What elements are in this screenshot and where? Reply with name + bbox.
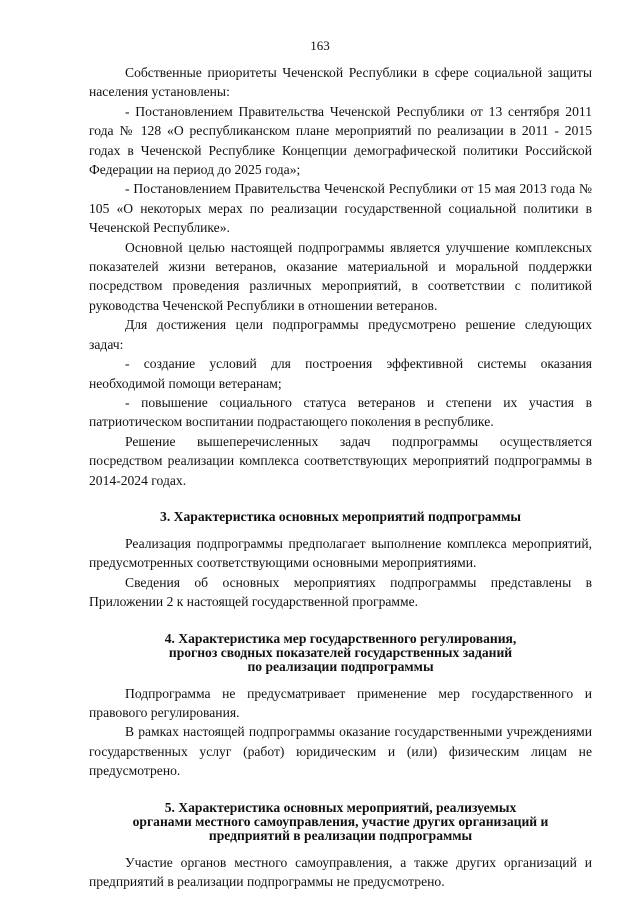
section-5-heading bbox=[89, 801, 592, 843]
implementation-paragraph: Решение вышеперечисленных задач подпрограммы осуществляется посредством реализации комплекса соответствующих мероприятий подпрограммы в 2014-2024 годах. bbox=[89, 433, 592, 488]
section-4-heading bbox=[89, 632, 592, 674]
section-5-heading-line: 5. Характеристика основных мероприятий, реализуемых bbox=[164, 799, 517, 815]
tasks-intro-paragraph: Для достижения цели подпрограммы предусмотрено решение следующих задач: bbox=[89, 317, 592, 352]
section-4-heading-line: по реализации подпрограммы bbox=[247, 658, 434, 674]
section-3-heading bbox=[89, 510, 592, 524]
section-3-paragraph: Реализация подпрограммы предполагает выполнение комплекса мероприятий, предусмотренных соответствующими основными мероприятиями. bbox=[89, 535, 592, 571]
page-number: 163 bbox=[310, 38, 330, 53]
section-4-paragraph: В рамках настоящей подпрограммы оказание государственными учреждениями государственных услуг (работ) юридическим и (или) физическим лицам не предусмотрено. bbox=[89, 724, 592, 779]
task-item: - создание условий для построения эффективной системы оказания необходимой помощи ветеранам; bbox=[89, 356, 592, 391]
task-item: - повышение социального статуса ветеранов и степени их участия в патриотическом воспитании подрастающего поколения в республике. bbox=[89, 394, 592, 430]
intro-paragraph: Собственные приоритеты Чеченской Республики в сфере социальной защиты населения установлены: bbox=[89, 65, 592, 100]
section-3-heading-text: 3. Характеристика основных мероприятий подпрограммы bbox=[160, 508, 521, 524]
section-3-paragraph: Сведения об основных мероприятиях подпрограммы представлены в Приложении 2 к настоящей государственной программе. bbox=[89, 574, 592, 610]
document-body bbox=[89, 63, 592, 891]
section-4-heading-line: прогноз сводных показателей государственных заданий bbox=[168, 644, 513, 660]
section-4-paragraph: Подпрограмма не предусматривает применение мер государственного и правового регулирования. bbox=[89, 685, 592, 720]
section-5-paragraph: Участие органов местного самоуправления, а также других организаций и предприятий в реализации подпрограммы не предусмотрено. bbox=[89, 854, 592, 889]
priority-decree-item: - Постановлением Правительства Чеченской Республики от 15 мая 2013 года № 105 «О некоторых мерах по реализации государственной социальной политики в Чеченской Республике». bbox=[89, 181, 592, 236]
section-4-heading-line: 4. Характеристика мер государственного регулирования, bbox=[164, 630, 517, 646]
section-5-heading-line: органами местного самоуправления, участие других организаций и bbox=[132, 813, 549, 829]
goal-paragraph: Основной целью настоящей подпрограммы является улучшение комплексных показателей жизни ветеранов, оказание материальной и моральной поддержки посредством проведения различных мероприятий, в соответствии с политикой руководства Чеченской Республики в отношении ветеранов. bbox=[89, 239, 592, 313]
section-5-heading-line: предприятий в реализации подпрограммы bbox=[208, 827, 473, 843]
priority-decree-item: - Постановлением Правительства Чеченской Республики от 13 сентября 2011 года № 128 «О республиканском плане мероприятий по реализации в 2011 - 2015 годах в Чеченской Республике Концепции демографической политики Российской Федерации на период до 2025 года»; bbox=[89, 103, 592, 178]
